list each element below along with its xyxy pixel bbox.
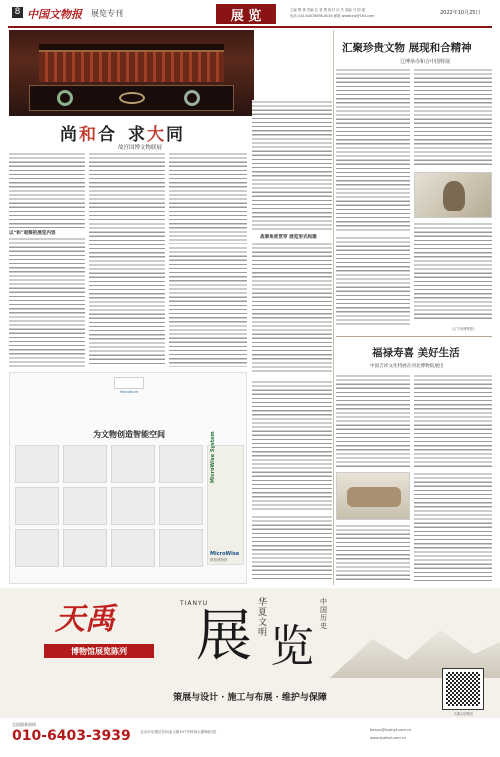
- headline-char: 大: [147, 125, 164, 145]
- right-body-col-2: [414, 68, 492, 168]
- headline-char: 求: [128, 125, 145, 145]
- mid-body-col-2: [252, 242, 332, 372]
- right-subtitle-2: 中国吉祥文化特展在河北博物院展出: [370, 364, 444, 369]
- mid-body-col-1: [252, 100, 332, 230]
- microwise-ad: [9, 372, 247, 584]
- artifact-jade-disc: [57, 90, 73, 106]
- banner-small-line: 华夏文明: [258, 598, 268, 638]
- banner-tagline: 策展与设计 · 施工与布展 · 维护与保障: [173, 693, 327, 703]
- ad-brand: Fancotium: [119, 390, 139, 394]
- right-body-col-5: [336, 524, 410, 582]
- right-headline-1: 汇聚珍贵文物 展现和合精神: [342, 42, 472, 54]
- product-device: [63, 445, 107, 483]
- phone-number: 010-6403-3939: [12, 728, 131, 744]
- right-subtitle-1: 辽博举办和合中国特展: [400, 59, 451, 65]
- product-device: [63, 529, 107, 567]
- right-body-col-1b: [336, 236, 410, 326]
- product-device: [159, 529, 203, 567]
- ad-slogan: 为文物创造智能空间: [93, 429, 165, 439]
- page-number: 8: [12, 7, 23, 18]
- masthead-rule: [8, 26, 492, 28]
- banner-side: 中国历史: [320, 598, 327, 630]
- qr-pattern: [446, 672, 480, 706]
- ad-brand-logo: [114, 377, 144, 389]
- right-credit-1: （辽宁省博物馆）: [450, 327, 477, 331]
- mid-body-col-4: [252, 515, 332, 581]
- banner-big-char: 展: [196, 604, 252, 669]
- artifact-vessel: [443, 181, 465, 211]
- footer-address: 北京市东城区东四北大街107号科林大厦B座5层: [140, 730, 217, 734]
- building-roof: [39, 44, 224, 52]
- section-head-1: 以“和”观察的展览内容: [9, 231, 56, 236]
- masthead-contact-2: 电话 010-84078698-8026 邮箱 wwbbxw@163.com: [290, 14, 375, 18]
- masthead: [0, 0, 500, 26]
- headline-char: 和: [79, 125, 96, 145]
- footer-email: tianyu@tywhyt.com.cn: [370, 728, 412, 732]
- artifact-bracelet: [119, 92, 145, 104]
- product-device: [159, 487, 203, 525]
- right-headline-2: 福禄寿喜 美好生活: [372, 347, 460, 359]
- left-body-col-3b: [169, 246, 247, 367]
- product-device: [111, 529, 155, 567]
- artifact-ring: [184, 90, 200, 106]
- banner-tag: 博物馆展览陈列: [71, 646, 127, 656]
- left-subtitle: 故宫国博文物联展: [117, 145, 162, 151]
- product-device: [63, 487, 107, 525]
- issue-date: 2022年10月25日: [440, 10, 481, 16]
- feature-photo: [9, 30, 254, 116]
- product-device: [15, 487, 59, 525]
- banner-title: 展 览: [230, 9, 262, 24]
- product-device: [159, 445, 203, 483]
- banner-char-2: 览: [270, 621, 314, 672]
- ad-logo-text: MicroWise: [210, 551, 240, 557]
- left-body-col-3: [169, 152, 247, 244]
- right-photo-2: [336, 472, 410, 520]
- headline-char: 合: [98, 125, 115, 145]
- right-divider: [336, 336, 492, 337]
- left-body-col-2: [89, 152, 165, 220]
- section-head-2: 战事角度贯穿 展览形式构建: [260, 235, 317, 240]
- building-columns: [39, 52, 224, 82]
- right-body-col-6: [414, 472, 492, 582]
- right-body-col-1: [336, 68, 410, 232]
- headline-char: 尚: [60, 125, 77, 145]
- product-device: [15, 529, 59, 567]
- left-body-col-2b: [89, 222, 165, 367]
- product-device: [111, 445, 155, 483]
- product-device: [111, 487, 155, 525]
- ad-logo-sub: 微智博物馆: [210, 558, 228, 562]
- qr-label: 天禹文化集团: [453, 712, 473, 716]
- section-name: 展览专刊: [91, 9, 123, 18]
- masthead-contact-1: 主编 樊 重 责编 汪 普 慧 校对 沙 杰 美编 马 国 强: [290, 8, 366, 12]
- tianyu-logo-en: TIANYU: [180, 600, 209, 607]
- footer-site: www.tywhyt.com.cn: [370, 736, 407, 740]
- footer: [0, 718, 500, 757]
- tianyu-banner: [0, 588, 500, 718]
- tianyu-logo: 天禹: [55, 602, 115, 637]
- headline-char: 同: [166, 125, 183, 145]
- phone-label: 全国服务热线: [12, 722, 36, 727]
- mid-body-col-3: [252, 380, 332, 510]
- artifact-pillow: [347, 487, 401, 507]
- left-body-col-1: [9, 152, 85, 228]
- right-body-col-4: [414, 374, 492, 468]
- column-divider: [333, 30, 334, 585]
- right-body-col-2b: [414, 222, 492, 322]
- qr-code[interactable]: [442, 668, 484, 710]
- ad-side-text: MicroWise System: [210, 431, 216, 483]
- paper-name: 中国文物报: [27, 8, 82, 21]
- product-device: [15, 445, 59, 483]
- right-photo-1: [414, 172, 492, 218]
- right-body-col-3: [336, 374, 410, 468]
- left-body-col-1b: [9, 237, 85, 367]
